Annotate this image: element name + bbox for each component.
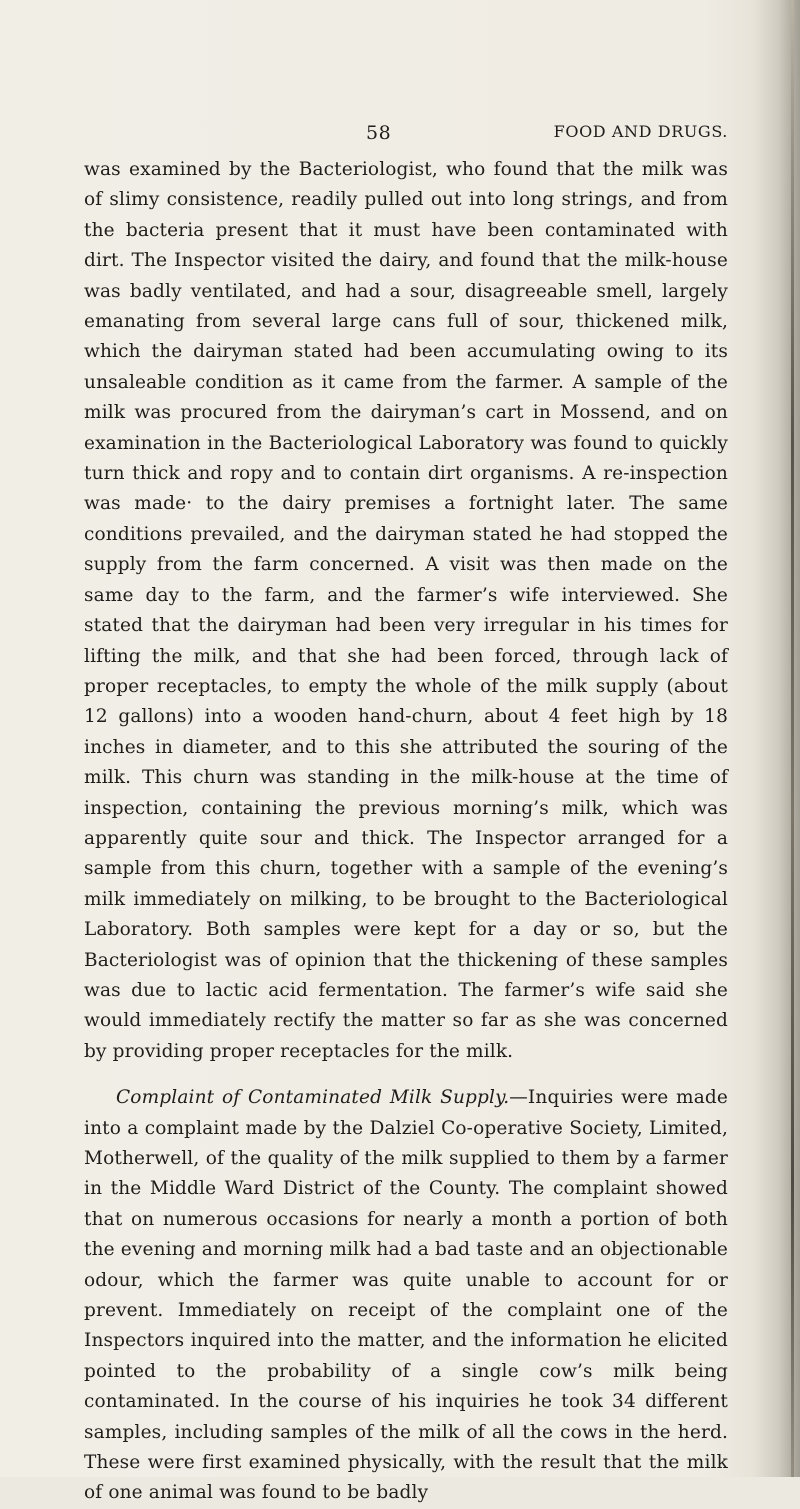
page-gutter-edge: [791, 0, 794, 1477]
page-number: 58: [366, 122, 392, 144]
section-heading: Complaint of Contaminated Milk Supply.: [116, 1087, 510, 1109]
body-text: [84, 155, 728, 1509]
page-header: [84, 122, 728, 148]
running-head: FOOD AND DRUGS.: [553, 122, 728, 141]
paragraph-2: [84, 1083, 728, 1509]
paragraph-2-text: —Inquiries were made into a complaint made by the Dalziel Co-operative Society, Limited, Motherwell, of the quality of the milk supplied to them by a farmer in the Middle Ward District of the County. The complaint showed that on numerous occasions for nearly a month a portion of both the evening and morning milk had a bad taste and an objectionable odour, which the farmer was quite unable to account for or prevent. Immediately on receipt of the complaint one of the Inspectors inquired into the matter, and the information he elicited pointed to the probability of a single cow’s milk being contaminated. In the course of his inquiries he took 34 different samples, including samples of the milk of all the cows in the herd. These were first examined physically, with the result that the milk of one animal was found to be badly: [84, 1087, 728, 1504]
paragraph-1: was examined by the Bacteriologist, who found that the milk was of slimy consistence, readily pulled out into long strings, and from the bacteria present that it must have been contaminated with dirt. The Inspector visited the dairy, and found that the milk-house was badly ventilated, and had a sour, disagreeable smell, largely emanating from several large cans full of sour, thickened milk, which the dairyman stated had been accumulating owing to its unsaleable condition as it came from the farmer. A sample of the milk was procured from the dairyman’s cart in Mossend, and on examination in the Bacteriological Laboratory was found to quickly turn thick and ropy and to contain dirt organisms. A re-inspection was made· to the dairy premises a fortnight later. The same conditions prevailed, and the dairyman stated he had stopped the supply from the farm concerned. A visit was then made on the same day to the farm, and the farmer’s wife interviewed. She stated that the dairyman had been very irregular in his times for lifting the milk, and that she had been forced, through lack of proper receptacles, to empty the whole of the milk supply (about 12 gallons) into a wooden hand-churn, about 4 feet high by 18 inches in diameter, and to this she attributed the souring of the milk. This churn was standing in the milk-house at the time of inspection, containing the previous morning’s milk, which was apparently quite sour and thick. The Inspector arranged for a sample from this churn, together with a sample of the evening’s milk immediately on milking, to be brought to the Bacteriological Laboratory. Both samples were kept for a day or so, but the Bacteriologist was of opinion that the thickening of these samples was due to lactic acid fermentation. The farmer’s wife said she would immediately rectify the matter so far as she was concerned by providing proper receptacles for the milk.: [84, 159, 728, 1062]
